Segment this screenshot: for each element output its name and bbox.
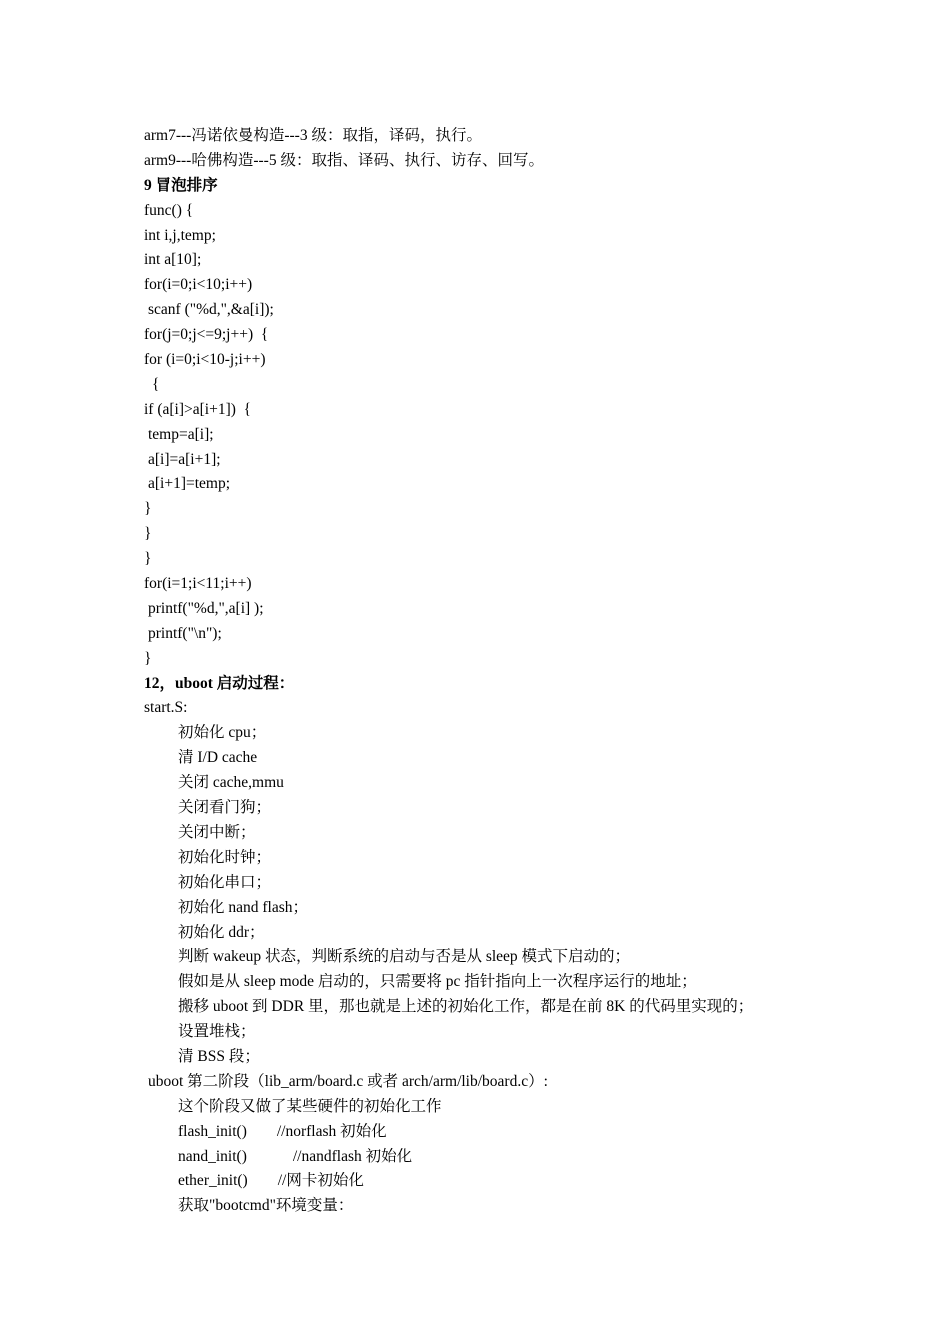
list-item: 初始化 nand flash； <box>178 898 309 916</box>
comment-text: //nandflash 初始化 <box>292 1147 413 1165</box>
code-line: temp=a[i]; <box>148 425 214 443</box>
code-text: flash_init() <box>178 1122 247 1140</box>
code-text: nand_init() <box>178 1147 247 1165</box>
list-item: 判断 wakeup 状态，判断系统的启动与否是从 sleep 模式下启动的； <box>178 948 631 966</box>
code-comment-line <box>144 1120 844 1145</box>
comment-text: //网卡初始化 <box>277 1172 364 1190</box>
document-body <box>144 124 844 1219</box>
list-item: 关闭看门狗； <box>178 799 272 817</box>
list-item: 清 BSS 段； <box>178 1047 260 1065</box>
code-line: for(i=1;i<11;i++) <box>144 575 252 593</box>
list-item: 初始化 ddr； <box>178 923 265 941</box>
list-item: 关闭 cache,mmu <box>178 774 284 792</box>
code-line: for(j=0;j<=9;j++) { <box>144 326 269 344</box>
code-line: scanf ("%d,",&a[i]); <box>148 301 274 319</box>
code-line: } <box>144 649 152 667</box>
text-line: start.S: <box>144 699 188 717</box>
list-item: 获取"bootcmd"环境变量： <box>178 1197 354 1215</box>
code-line: int a[10]; <box>144 251 202 269</box>
list-item: 清 I/D cache <box>178 749 258 767</box>
code-line: a[i]=a[i+1]; <box>148 450 221 468</box>
section-heading: 9 冒泡排序 <box>144 176 218 194</box>
list-item: 设置堆栈； <box>178 1023 256 1041</box>
list-item: 关闭中断； <box>178 823 256 841</box>
code-line: } <box>144 500 152 518</box>
code-line: } <box>144 525 152 543</box>
code-text: ether_init() <box>178 1172 248 1190</box>
code-comment-line <box>144 1169 844 1194</box>
code-line: { <box>152 375 160 393</box>
section-heading: 12，uboot 启动过程： <box>144 674 295 692</box>
comment-text: //norflash 初始化 <box>276 1122 387 1140</box>
code-line: a[i+1]=temp; <box>148 475 231 493</box>
code-comment-line <box>144 1145 844 1170</box>
list-item: 初始化 cpu； <box>178 724 267 742</box>
text-line: uboot 第二阶段（lib_arm/board.c 或者 arch/arm/lib/board.c）: <box>148 1072 548 1090</box>
code-line: func() { <box>144 201 194 219</box>
text-line: arm7---冯诺依曼构造---3 级：取指，译码，执行。 <box>144 127 482 144</box>
list-item: 这个阶段又做了某些硬件的初始化工作 <box>178 1097 442 1115</box>
code-line: for (i=0;i<10-j;i++) <box>144 351 266 369</box>
text-line: arm9---哈佛构造---5 级：取指、译码、执行、访存、回写。 <box>144 151 544 169</box>
code-line: printf("%d,",a[i] ); <box>148 599 264 617</box>
code-line: printf("\n"); <box>148 624 222 642</box>
list-item: 初始化时钟； <box>178 848 272 866</box>
code-line: } <box>144 550 152 568</box>
code-line: for(i=0;i<10;i++) <box>144 276 253 294</box>
code-line: if (a[i]>a[i+1]) { <box>144 400 252 418</box>
list-item: 初始化串口； <box>178 873 272 891</box>
list-item: 假如是从 sleep mode 启动的，只需要将 pc 指针指向上一次程序运行的地址； <box>178 973 697 991</box>
list-item: 搬移 uboot 到 DDR 里，那也就是上述的初始化工作，都是在前 8K 的代码里实现的； <box>178 998 754 1016</box>
code-line: int i,j,temp; <box>144 226 216 244</box>
